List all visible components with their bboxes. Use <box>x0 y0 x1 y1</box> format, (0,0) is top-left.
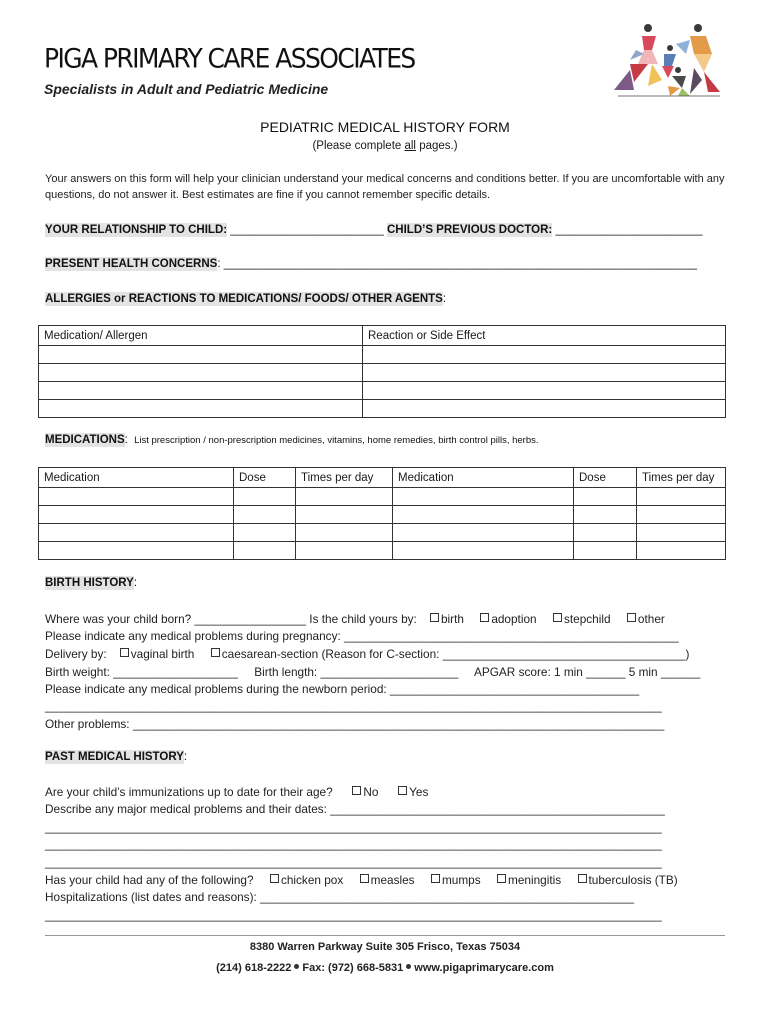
checkbox[interactable] <box>398 786 407 795</box>
option-label: No <box>363 785 379 799</box>
option-label: Yes <box>409 785 429 799</box>
footer-phone: (214) 618-2222 <box>216 962 292 974</box>
newborn-problems-continued[interactable]: ______________________________________________________________________________________________ <box>45 699 662 713</box>
form-intro: Your answers on this form will help your clinician understand your medical concerns and conditions better. If you are uncomfortable with any questions, do not answer it. Best estimates are fine if you cannot remember specific details. <box>45 173 725 201</box>
table-cell[interactable] <box>363 364 726 382</box>
table-cell[interactable] <box>39 542 234 560</box>
table-row <box>39 506 726 524</box>
relationship-label: YOUR RELATIONSHIP TO CHILD: <box>45 224 228 236</box>
column-header: Medication <box>393 468 574 488</box>
immunizations-row <box>45 785 735 799</box>
option-label: birth <box>440 612 464 626</box>
checkbox[interactable] <box>553 613 562 622</box>
table-cell[interactable] <box>234 542 296 560</box>
present-concerns-label: PRESENT HEALTH CONCERNS <box>45 258 218 270</box>
brand-tagline: Specialists in Adult and Pediatric Medicine <box>44 81 329 97</box>
birth-history-label: BIRTH HISTORY <box>45 577 134 589</box>
table-row <box>39 364 726 382</box>
checkbox[interactable] <box>430 613 439 622</box>
immunizations-question: Are your child’s immunizations up to date for their age? <box>45 785 333 799</box>
other-problems-field[interactable]: Other problems: _________________________________________________________________________________ <box>45 717 665 731</box>
column-header: Reaction or Side Effect <box>363 326 726 346</box>
hospitalizations-field[interactable]: Hospitalizations (list dates and reasons): _________________________________________________________ <box>45 890 635 904</box>
option-label: tuberculosis (TB) <box>588 873 678 887</box>
checkbox[interactable] <box>497 874 506 883</box>
table-row <box>39 400 726 418</box>
checkbox[interactable] <box>431 874 440 883</box>
table-row <box>39 488 726 506</box>
c-section-field[interactable]: caesarean-section (Reason for C-section: _____________________________________) <box>221 647 690 661</box>
table-cell[interactable] <box>574 506 637 524</box>
table-cell[interactable] <box>234 506 296 524</box>
blank-line[interactable]: ______________________________________________________________________________________________ <box>45 820 662 834</box>
table-cell[interactable] <box>574 524 637 542</box>
table-row <box>39 346 726 364</box>
column-header: Times per day <box>637 468 726 488</box>
form-subtitle: (Please complete all pages.) <box>312 140 458 152</box>
table-cell[interactable] <box>393 488 574 506</box>
table-row <box>39 382 726 400</box>
table-cell[interactable] <box>393 542 574 560</box>
apgar-field[interactable]: APGAR score: 1 min ______ 5 min ______ <box>474 665 701 679</box>
option-label: meningitis <box>508 873 562 887</box>
birth-length-field[interactable]: Birth length: _____________________ <box>254 665 459 679</box>
option-label: measles <box>370 873 415 887</box>
medications-table <box>38 467 726 560</box>
table-cell[interactable] <box>39 400 363 418</box>
present-concerns-field[interactable]: : __________________________________________________________________________ <box>217 258 697 270</box>
table-cell[interactable] <box>574 488 637 506</box>
table-cell[interactable] <box>363 346 726 364</box>
table-cell[interactable] <box>637 524 726 542</box>
table-cell[interactable] <box>393 524 574 542</box>
relationship-field[interactable]: ________________________ <box>227 224 387 236</box>
column-header: Dose <box>574 468 637 488</box>
delivery-label: Delivery by: <box>45 647 107 661</box>
table-cell[interactable] <box>39 382 363 400</box>
option-label: vaginal birth <box>130 647 195 661</box>
illness-history-row <box>45 873 735 887</box>
birth-history-heading: BIRTH HISTORY: <box>45 577 138 589</box>
birth-place-question[interactable]: Where was your child born? _________________ Is the child yours by: <box>45 612 417 626</box>
medications-heading: MEDICATIONS: List prescription / non-prescription medicines, vitamins, home remedies, birth control pills, herbs. <box>45 434 539 446</box>
checkbox[interactable] <box>578 874 587 883</box>
illness-question: Has your child had any of the following? <box>45 873 254 887</box>
checkbox[interactable] <box>120 648 129 657</box>
brand-name: PIGA PRIMARY CARE ASSOCIATES <box>44 43 415 74</box>
pregnancy-problems-field[interactable]: Please indicate any medical problems during pregnancy: ___________________________________________________ <box>45 629 679 643</box>
option-label: chicken pox <box>280 873 344 887</box>
bullet-icon <box>294 964 299 969</box>
option-label: adoption <box>491 612 537 626</box>
birth-place-row <box>45 612 735 626</box>
column-header: Times per day <box>296 468 393 488</box>
checkbox[interactable] <box>480 613 489 622</box>
table-cell[interactable] <box>296 524 393 542</box>
footer-address: 8380 Warren Parkway Suite 305 Frisco, Texas 75034 <box>249 941 521 953</box>
table-cell[interactable] <box>296 506 393 524</box>
table-cell[interactable] <box>39 506 234 524</box>
delivery-row <box>45 647 735 661</box>
table-cell[interactable] <box>39 364 363 382</box>
checkbox[interactable] <box>360 874 369 883</box>
table-cell[interactable] <box>234 524 296 542</box>
checkbox[interactable] <box>270 874 279 883</box>
previous-doctor-label: CHILD’S PREVIOUS DOCTOR: <box>386 224 553 236</box>
allergies-heading: ALLERGIES or REACTIONS TO MEDICATIONS/ FOODS/ OTHER AGENTS: <box>45 293 447 305</box>
table-cell[interactable] <box>637 506 726 524</box>
newborn-problems-field[interactable]: Please indicate any medical problems during the newborn period: ______________________________________ <box>45 682 640 696</box>
major-problems-field[interactable]: Describe any major medical problems and their dates: ___________________________________________________ <box>45 802 665 816</box>
present-concerns-row <box>45 258 697 270</box>
table-header-row <box>39 326 726 346</box>
previous-doctor-field[interactable]: _______________________ <box>552 224 703 236</box>
past-history-label: PAST MEDICAL HISTORY <box>45 751 184 763</box>
option-label: other <box>637 612 665 626</box>
option-label: mumps <box>441 873 481 887</box>
table-header-row <box>39 468 726 488</box>
allergies-label: ALLERGIES or REACTIONS TO MEDICATIONS/ FOODS/ OTHER AGENTS <box>45 293 443 305</box>
table-cell[interactable] <box>393 506 574 524</box>
footer-website[interactable]: www.pigaprimarycare.com <box>414 962 554 974</box>
footer-contact <box>0 962 770 974</box>
past-history-heading: PAST MEDICAL HISTORY: <box>45 751 188 763</box>
table-cell[interactable] <box>234 488 296 506</box>
column-header: Medication <box>39 468 234 488</box>
blank-line[interactable]: ______________________________________________________________________________________________ <box>45 837 662 851</box>
table-cell[interactable] <box>363 382 726 400</box>
medications-label: MEDICATIONS <box>45 434 125 446</box>
checkbox[interactable] <box>627 613 636 622</box>
table-cell[interactable] <box>637 542 726 560</box>
option-label: stepchild <box>563 612 611 626</box>
form-title: PEDIATRIC MEDICAL HISTORY FORM <box>260 119 510 135</box>
footer-divider <box>45 935 725 936</box>
table-cell[interactable] <box>296 488 393 506</box>
medications-note: List prescription / non-prescription medicines, vitamins, home remedies, birth control pills, herbs. <box>134 435 539 446</box>
table-cell[interactable] <box>296 542 393 560</box>
birth-weight-field[interactable]: Birth weight: ___________________ <box>45 665 238 679</box>
checkbox[interactable] <box>352 786 361 795</box>
family-figures-logo-icon <box>612 20 724 98</box>
birth-measurements-row <box>45 665 735 679</box>
table-row <box>39 542 726 560</box>
table-cell[interactable] <box>39 488 234 506</box>
bullet-icon <box>406 964 411 969</box>
allergies-table <box>38 325 726 418</box>
column-header: Medication/ Allergen <box>39 326 363 346</box>
blank-line[interactable]: ______________________________________________________________________________________________ <box>45 855 662 869</box>
relationship-row <box>45 224 703 236</box>
checkbox[interactable] <box>211 648 220 657</box>
column-header: Dose <box>234 468 296 488</box>
table-row <box>39 524 726 542</box>
blank-line[interactable]: ______________________________________________________________________________________________ <box>45 908 662 922</box>
table-cell[interactable] <box>574 542 637 560</box>
table-cell[interactable] <box>39 524 234 542</box>
table-cell[interactable] <box>363 400 726 418</box>
table-cell[interactable] <box>637 488 726 506</box>
footer-fax: Fax: (972) 668-5831 <box>302 962 404 974</box>
table-cell[interactable] <box>39 346 363 364</box>
